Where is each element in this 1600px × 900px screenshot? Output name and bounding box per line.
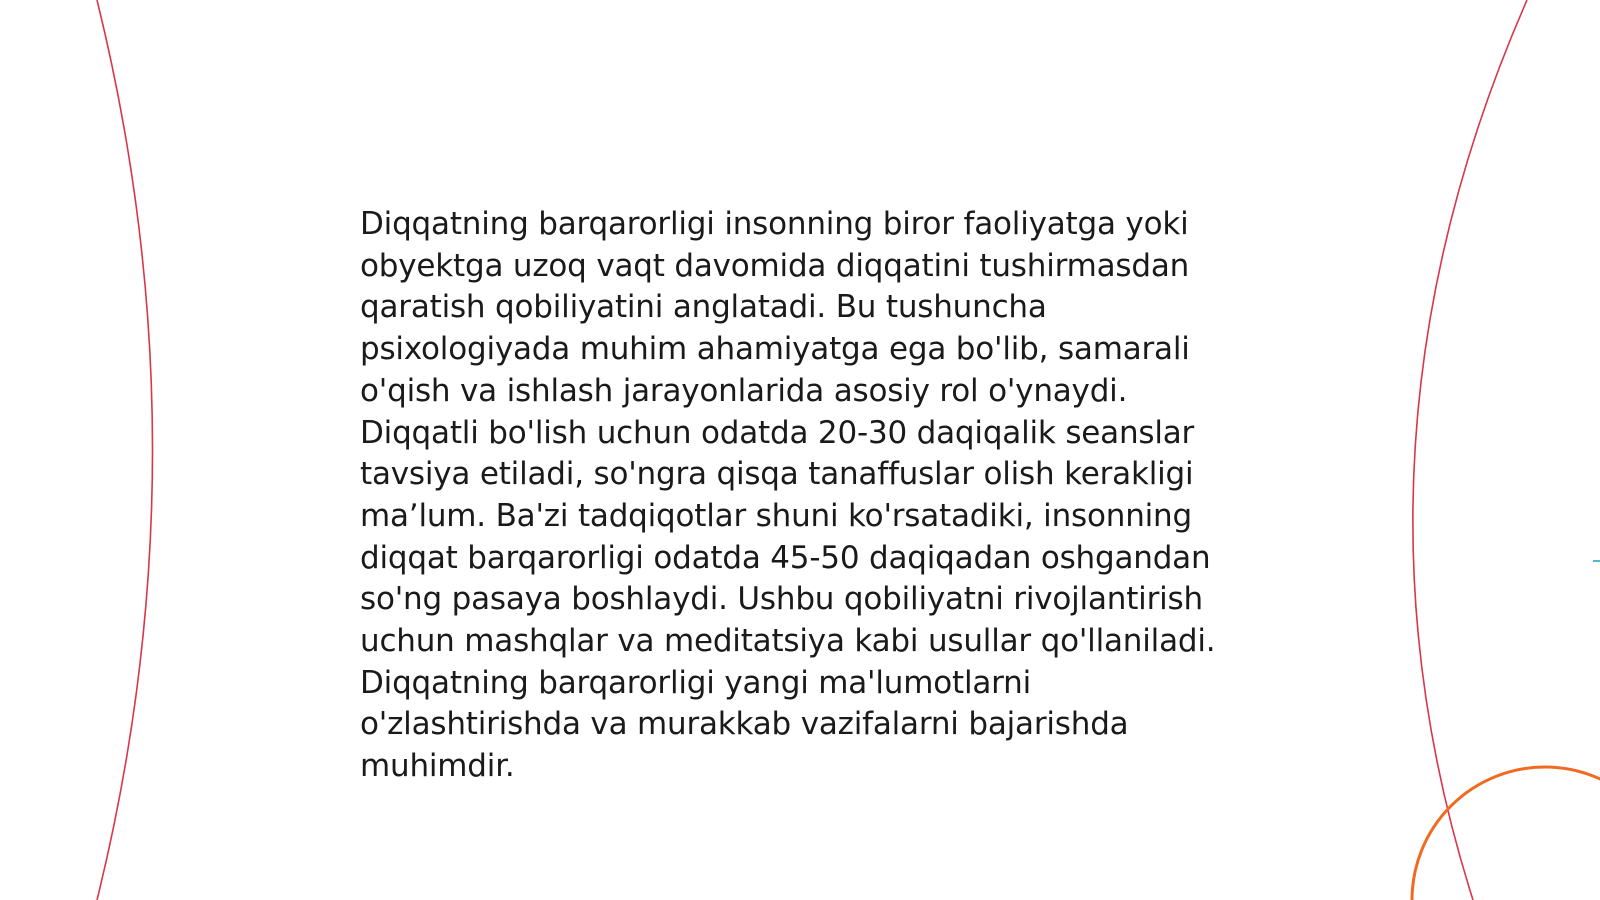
right-red-arc bbox=[1413, 0, 1527, 900]
left-red-arc bbox=[97, 0, 153, 900]
orange-circle-arc bbox=[1412, 767, 1600, 900]
body-paragraph: Diqqatning barqarorligi insonning biror faoliyatga yoki obyektga uzoq vaqt davomida diqqatini tushirmasdan qaratish qobiliyatini anglatadi. Bu tushuncha psixologiyada muhim ahamiyatga ega bo'lib, samarali o'qish va ishlash jarayonlarida asosiy rol o'ynaydi. Diqqatli bo'lish uchun odatda 20-30 daqiqalik seanslar tavsiya etiladi, so'ngra qisqa tanaffuslar olish kerakligi ma’lum. Ba'zi tadqiqotlar shuni ko'rsatadiki, insonning diqqat barqarorligi odatda 45-50 daqiqadan oshgandan so'ng pasaya boshlaydi. Ushbu qobiliyatni rivojlantirish uchun mashqlar va meditatsiya kabi usullar qo'llaniladi. Diqqatning barqarorligi yangi ma'lumotlarni o'zlashtirishda va murakkab vazifalarni bajarishda muhimdir. bbox=[360, 206, 1216, 785]
